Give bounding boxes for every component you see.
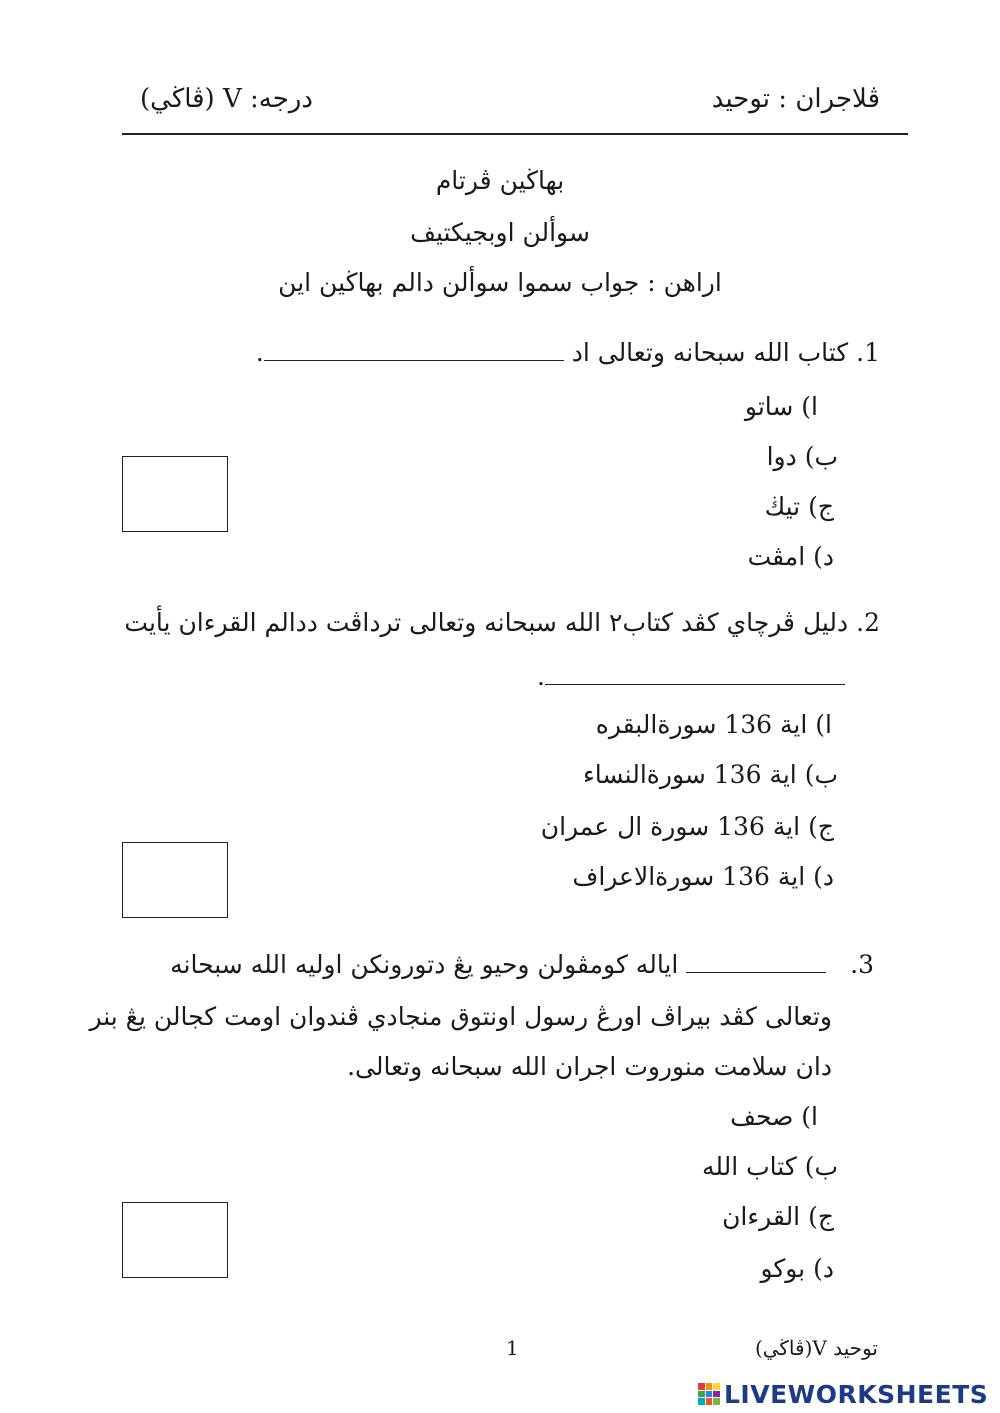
answer-blank: [264, 360, 564, 361]
option-c: ج) تيڬ: [764, 492, 834, 521]
answer-line-2: .: [537, 662, 845, 691]
option-b: ب) دوا: [766, 442, 838, 471]
answer-box-1[interactable]: [122, 456, 228, 532]
answer-blank: [686, 972, 826, 973]
question-text-line-1: اياله کومڤولن وحيو يڠ دتورونکن اوليه الله سبحانه: [170, 950, 679, 979]
instruction-text: اراهن : جواب سموا سوألن دالم بهاڬين اين: [278, 268, 722, 297]
option-c: ج) اية 136 سورة ال عمران: [540, 812, 834, 841]
answer-box-2[interactable]: [122, 842, 228, 918]
question-number: 2.: [856, 608, 880, 637]
option-a: ا) ساتو: [744, 392, 818, 421]
question-type-title: سوألن اوبجيکتيف: [410, 218, 590, 247]
question-text: کتاب الله سبحانه وتعالى اد: [571, 338, 849, 367]
option-d: د) اية 136 سورةالاعراف: [572, 862, 834, 891]
answer-blank: [545, 684, 845, 685]
option-a: ا) صحف: [730, 1102, 818, 1131]
option-a: ا) اية 136 سورةالبقره: [595, 710, 832, 739]
option-c: ج) القرءان: [722, 1202, 834, 1231]
page-number: 1: [506, 1336, 519, 1360]
question-text: دليل ڤرچاي کڤد کتاب٢ الله سبحانه وتعالى ترداڤت ددالم القرءان يأيت: [124, 608, 849, 637]
answer-box-3[interactable]: [122, 1202, 228, 1278]
question-text-line-2: وتعالى کڤد بيراڤ اورڠ رسول اونتوق منجادي ڤندوان اومت کجالن يڠ بنر: [89, 1002, 832, 1031]
header-divider: [122, 133, 908, 135]
question-2: [124, 608, 880, 637]
logo-icon: [698, 1383, 720, 1405]
subject-label: ڤلاجران : توحيد: [711, 84, 880, 114]
question-3: [170, 950, 874, 979]
liveworksheets-logo: [698, 1380, 988, 1408]
option-d: د) امڤت: [747, 542, 834, 571]
brand-name: LIVEWORKSHEETS: [724, 1379, 989, 1409]
option-d: د) بوکو: [760, 1254, 834, 1283]
option-b: ب) اية 136 سورةالنساء: [583, 760, 838, 789]
question-number: 3.: [850, 950, 874, 979]
option-b: ب) کتاب الله: [701, 1152, 838, 1181]
footer-course: توحيد V(ڤاڬي): [754, 1336, 878, 1360]
question-1: 1. کتاب الله سبحانه وتعالى اد .: [255, 338, 880, 367]
section-title: بهاڬين ڤرتام: [435, 166, 565, 195]
question-text-line-3: دان سلامت منوروت اجران الله سبحانه وتعالى.: [347, 1052, 832, 1081]
question-number: 1.: [856, 338, 880, 367]
grade-label: درجه: V (ڤاڬي): [140, 84, 313, 114]
